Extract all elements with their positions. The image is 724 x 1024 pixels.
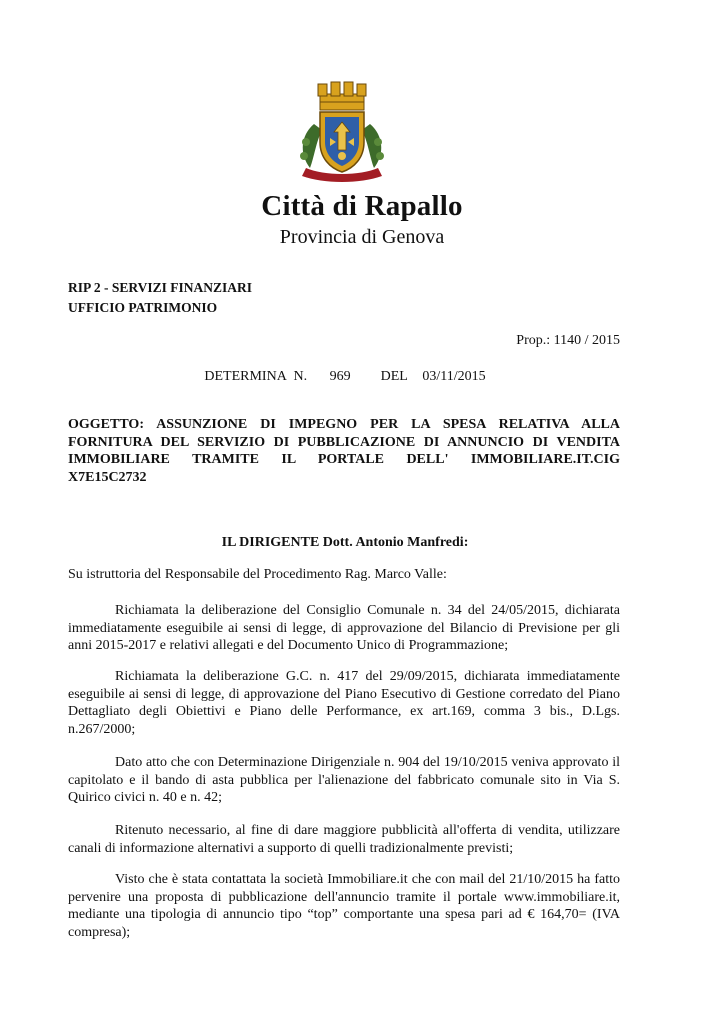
subject-block (68, 416, 620, 486)
subject-text: OGGETTO: ASSUNZIONE DI IMPEGNO PER LA SPESA RELATIVA ALLA FORNITURA DEL SERVIZIO DI PUBBLICAZIONE DI ANNUNCIO DI VENDITA IMMOBILIARE TRAMITE IL PORTALE DELL' IMMOBILIARE.IT.CIG (68, 417, 620, 467)
paragraph-consiglio: Richiamata la deliberazione del Consiglio Comunale n. 34 del 24/05/2015, dichiarata immediatamente eseguibile ai sensi di legge, di approvazione del Bilancio di Previsione per gli anni 2015-2017 e relativi allegati e del Documento Unico di Programmazione; (68, 603, 620, 653)
province-subtitle: Provincia di Genova (279, 226, 445, 248)
paragraph-visto: Visto che è stata contattata la società Immobiliare.it che con mail del 21/10/2015 ha fatto pervenire una proposta di pubblicazione dell'annuncio tramite il portale www.immobiliare.it, mediante una tipologia di annuncio tipo “top” comportante una spesa pari ad € 164,70= (IVA compresa); (68, 872, 620, 940)
subject-cig: X7E15C2732 (68, 469, 147, 485)
paragraph-istruttoria: Su istruttoria del Responsabile del Procedimento Rag. Marco Valle: (68, 567, 447, 582)
office-unit: UFFICIO PATRIMONIO (68, 300, 218, 315)
determina-number: DETERMINA N. 969 DEL 03/11/2015 (204, 369, 486, 384)
city-title: Città di Rapallo (261, 190, 463, 222)
paragraph-determinazione: Dato atto che con Determinazione Dirigenziale n. 904 del 19/10/2015 veniva approvato il capitolato e il bando di asta pubblica per l'alienazione del fabbricato comunale sito in Via S. Quirico civici n. 40 e n. 42; (68, 755, 620, 805)
paragraph-ritenuto: Ritenuto necessario, al fine di dare maggiore pubblicità all'offerta di vendita, utilizzare canali di informazione alternativi a supporto di quelli tradizionalmente previsti; (68, 823, 620, 856)
paragraph-giunta: Richiamata la deliberazione G.C. n. 417 del 29/09/2015, dichiarata immediatamente eseguibile ai sensi di legge, di approvazione del Piano Esecutivo di Gestione corredato del Piano Dettagliato degli Obiettivi e Piano delle Performance, ex art.169, comma 3 bis., D.Lgs. n.267/2000; (68, 669, 620, 737)
office-division: RIP 2 - SERVIZI FINANZIARI (68, 280, 253, 295)
dirigente-heading: IL DIRIGENTE Dott. Antonio Manfredi: (221, 535, 469, 550)
rapallo-coat-of-arms-icon (284, 72, 400, 188)
proposal-number: Prop.: 1140 / 2015 (516, 333, 620, 348)
